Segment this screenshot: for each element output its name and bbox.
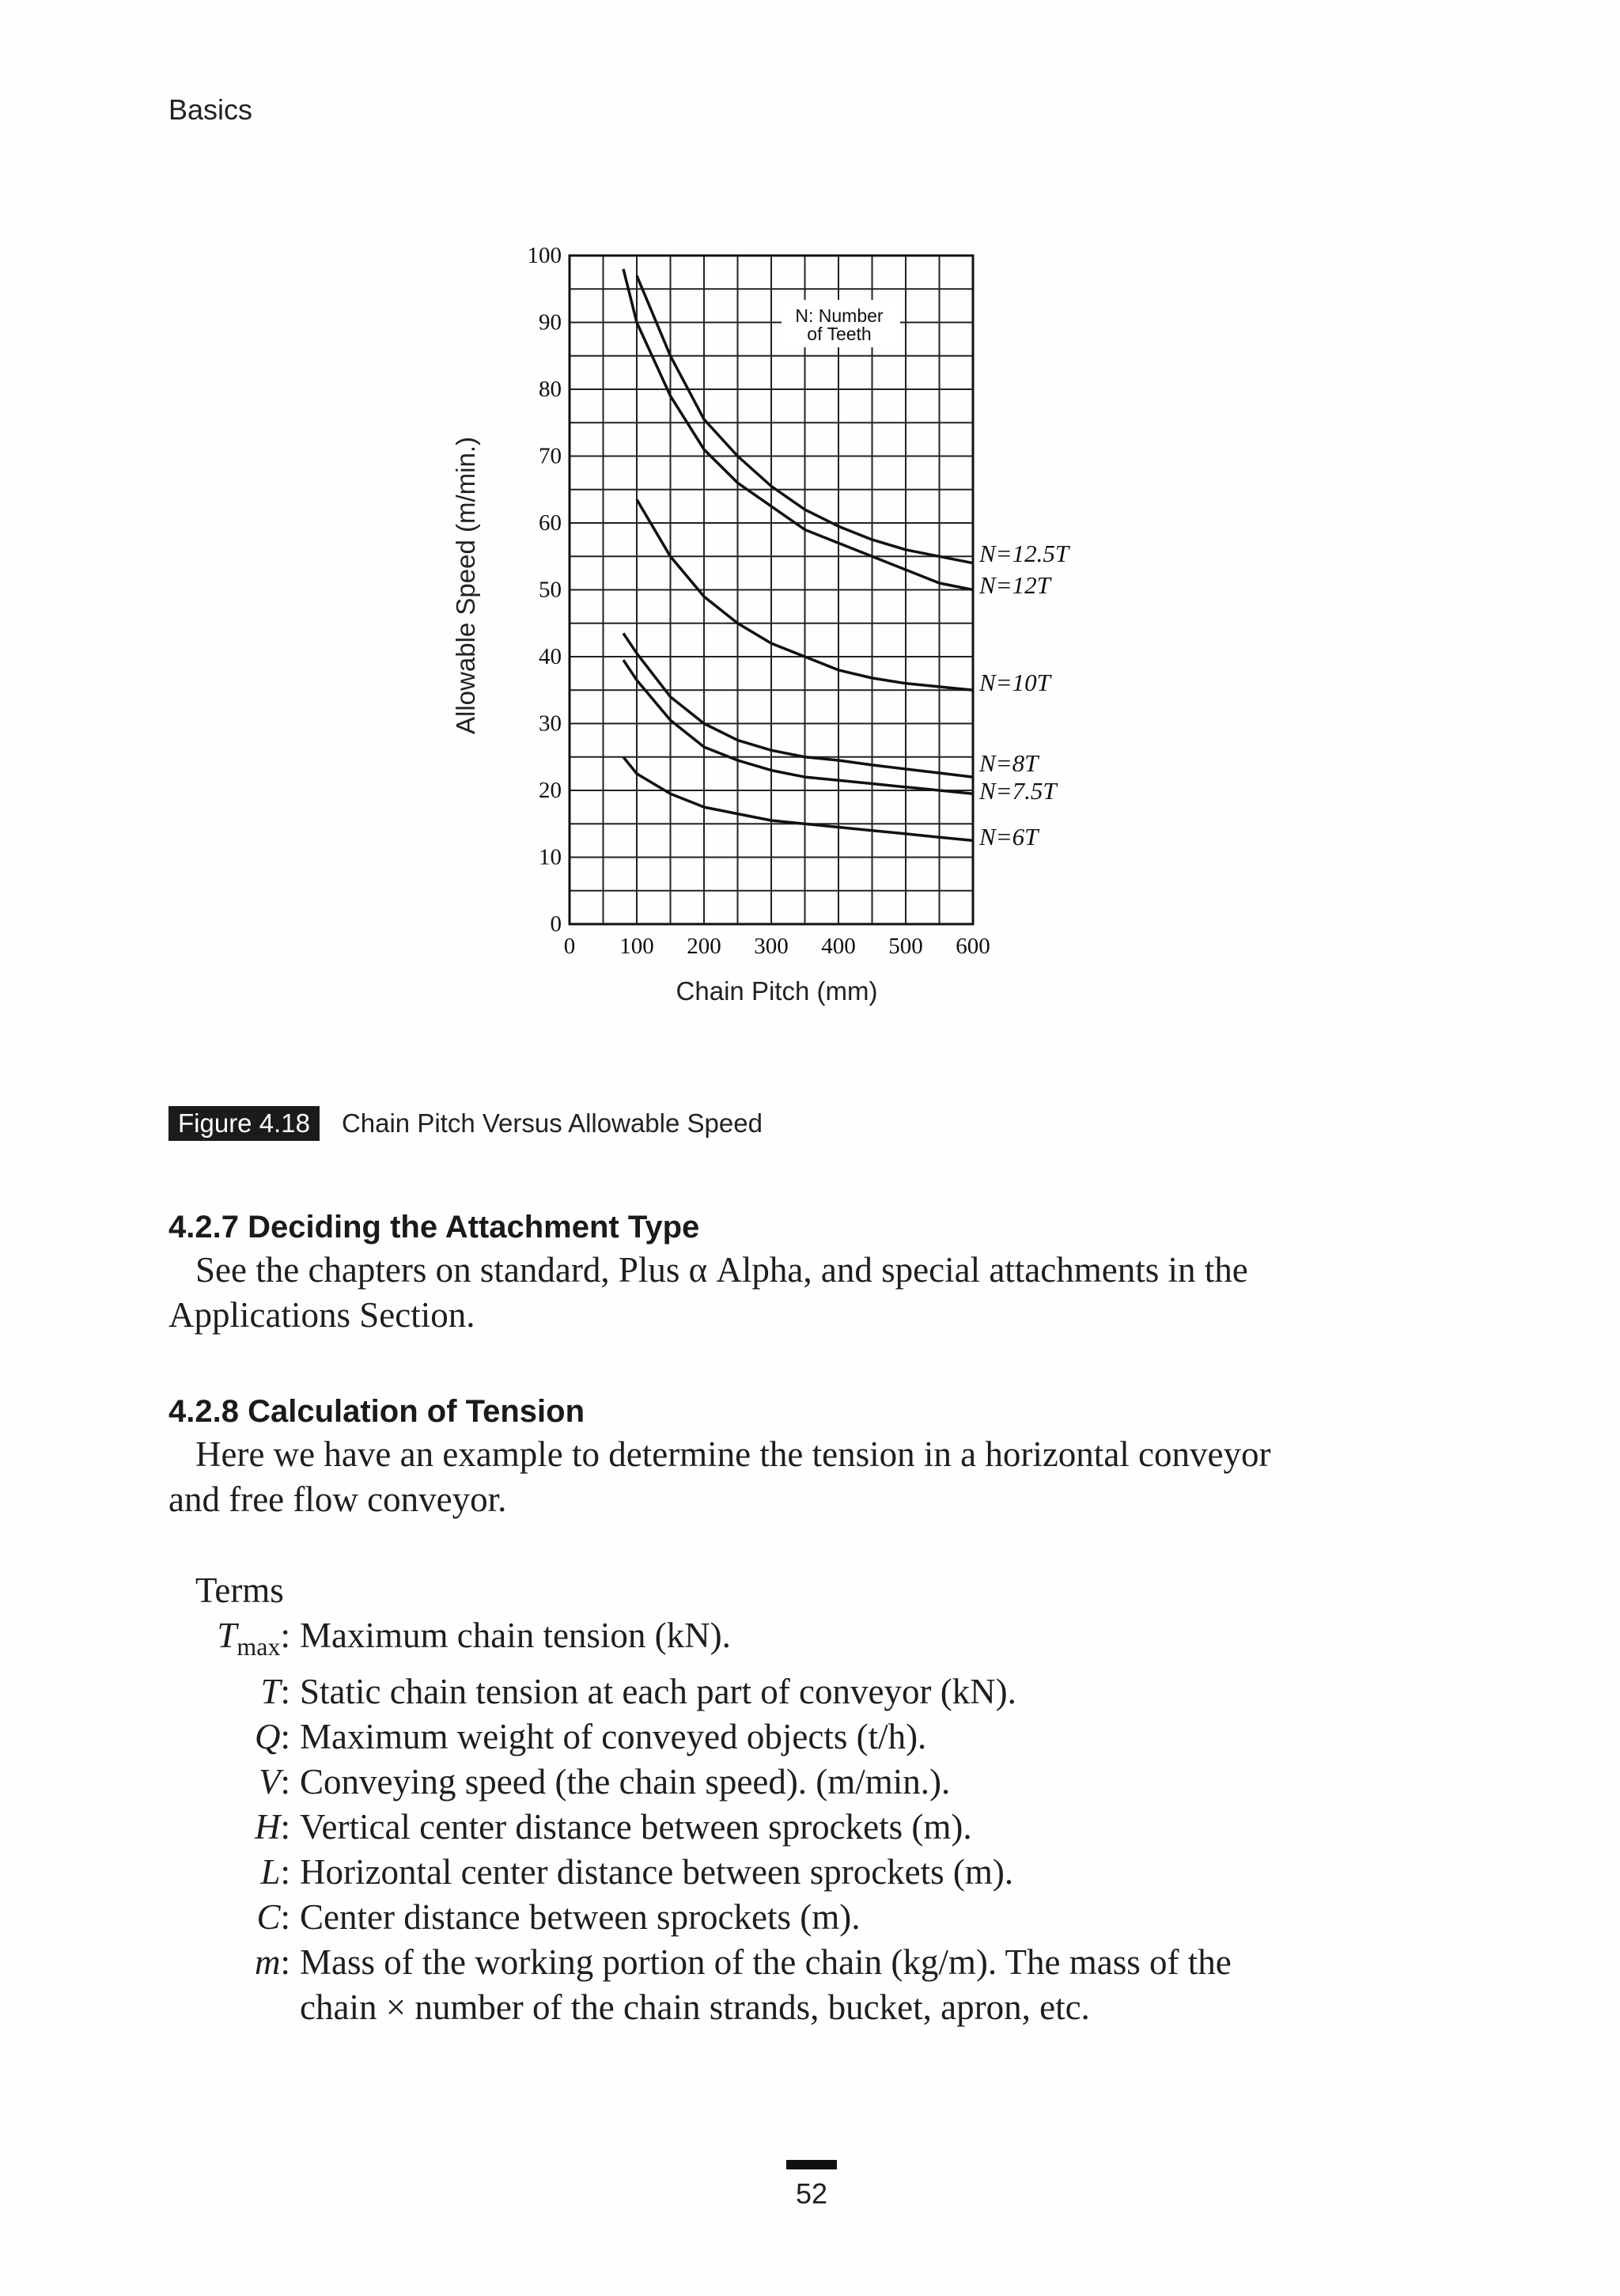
term-definition: Conveying speed (the chain speed). (m/min.).	[300, 1762, 951, 1802]
x-tick-label: 100	[619, 934, 654, 959]
paragraph-line: and free flow conveyor.	[168, 1480, 507, 1519]
page-number	[786, 2160, 837, 2211]
term-row	[168, 1895, 1466, 1940]
term-symbol: T:	[260, 1672, 290, 1711]
series-label: N=6T	[979, 823, 1039, 851]
y-tick-label: 80	[539, 377, 562, 402]
section-paragraph	[168, 1248, 1466, 1338]
legend-text-line2: of Teeth	[807, 324, 872, 344]
legend-text-line1: N: Number	[795, 305, 884, 326]
term-symbol: m:	[254, 1942, 290, 1982]
x-tick-label: 200	[687, 934, 721, 959]
figure-number-label: Figure 4.18	[168, 1106, 320, 1141]
y-axis-title: Allowable Speed (m/min.)	[451, 437, 480, 734]
series-label: N=12.5T	[979, 540, 1069, 567]
figure-caption	[168, 1106, 763, 1141]
term-definition: Mass of the working portion of the chain (kg/m). The mass of the chain × number of the chain strands, bucket, apron, etc.	[300, 1942, 1232, 2027]
term-row	[168, 1850, 1466, 1895]
section-attachment-type	[168, 1207, 1466, 1338]
y-tick-label: 70	[539, 443, 562, 469]
section-tension-calc	[168, 1391, 1466, 1522]
y-tick-label: 20	[539, 778, 562, 803]
y-tick-label: 100	[527, 243, 562, 268]
figure-caption-text: Chain Pitch Versus Allowable Speed	[341, 1108, 763, 1138]
term-row	[168, 1940, 1466, 2030]
y-tick-label: 0	[550, 911, 562, 937]
series-label: N=12T	[979, 571, 1050, 599]
section-heading: 4.2.8 Calculation of Tension	[168, 1394, 585, 1429]
section-heading: 4.2.7 Deciding the Attachment Type	[168, 1210, 700, 1245]
series-label: N=8T	[979, 749, 1039, 777]
term-symbol: H:	[254, 1807, 290, 1847]
series-label: N=10T	[979, 669, 1050, 696]
running-header: Basics	[168, 93, 253, 126]
y-tick-label: 30	[539, 710, 562, 737]
term-definition: Vertical center distance between sprockets (m).	[300, 1807, 972, 1847]
speed-chart	[0, 0, 1620, 1029]
chart-ticks	[528, 243, 990, 959]
page-number-text: 52	[795, 2177, 828, 2210]
term-definition: Maximum chain tension (kN).	[300, 1616, 731, 1655]
term-symbol: L:	[260, 1852, 290, 1892]
term-row	[168, 1760, 1466, 1805]
y-tick-label: 50	[539, 577, 562, 603]
term-symbol: $T_{max}$:	[217, 1616, 290, 1661]
chart-series-labels	[978, 540, 1071, 851]
paragraph-line: Applications Section.	[168, 1295, 475, 1335]
term-row	[168, 1613, 1466, 1669]
terms-list	[168, 1568, 1466, 2030]
page-number-bar	[786, 2160, 837, 2169]
term-symbol: C:	[256, 1897, 290, 1937]
term-row	[168, 1714, 1466, 1760]
term-definition: Maximum weight of conveyed objects (t/h).	[300, 1717, 927, 1756]
chart-grid	[570, 256, 973, 924]
chart-series	[623, 269, 973, 841]
term-definition: Horizontal center distance between sprockets (m).	[300, 1852, 1014, 1892]
x-tick-label: 600	[956, 934, 990, 959]
y-tick-label: 40	[539, 644, 562, 669]
paragraph-line: See the chapters on standard, Plus α Alpha, and special attachments in the	[195, 1250, 1248, 1290]
section-paragraph	[168, 1432, 1466, 1522]
paragraph-line: Here we have an example to determine the tension in a horizontal conveyor	[195, 1434, 1271, 1474]
term-row	[168, 1805, 1466, 1850]
y-tick-label: 10	[539, 844, 562, 870]
term-symbol: V:	[258, 1762, 290, 1802]
y-tick-label: 60	[539, 510, 562, 536]
x-axis-title: Chain Pitch (mm)	[676, 976, 878, 1006]
term-definition: Center distance between sprockets (m).	[300, 1897, 861, 1937]
terms-title: Terms	[195, 1570, 284, 1610]
series-label: N=7.5T	[979, 777, 1057, 805]
x-tick-label: 500	[888, 934, 923, 959]
x-tick-label: 400	[821, 934, 856, 959]
series-line	[623, 660, 973, 794]
x-tick-label: 0	[563, 934, 576, 959]
x-tick-label: 300	[754, 934, 789, 959]
term-definition: Static chain tension at each part of conveyor (kN).	[300, 1672, 1016, 1711]
term-row	[168, 1669, 1466, 1714]
term-symbol: Q:	[254, 1717, 290, 1756]
y-tick-label: 90	[539, 309, 562, 335]
